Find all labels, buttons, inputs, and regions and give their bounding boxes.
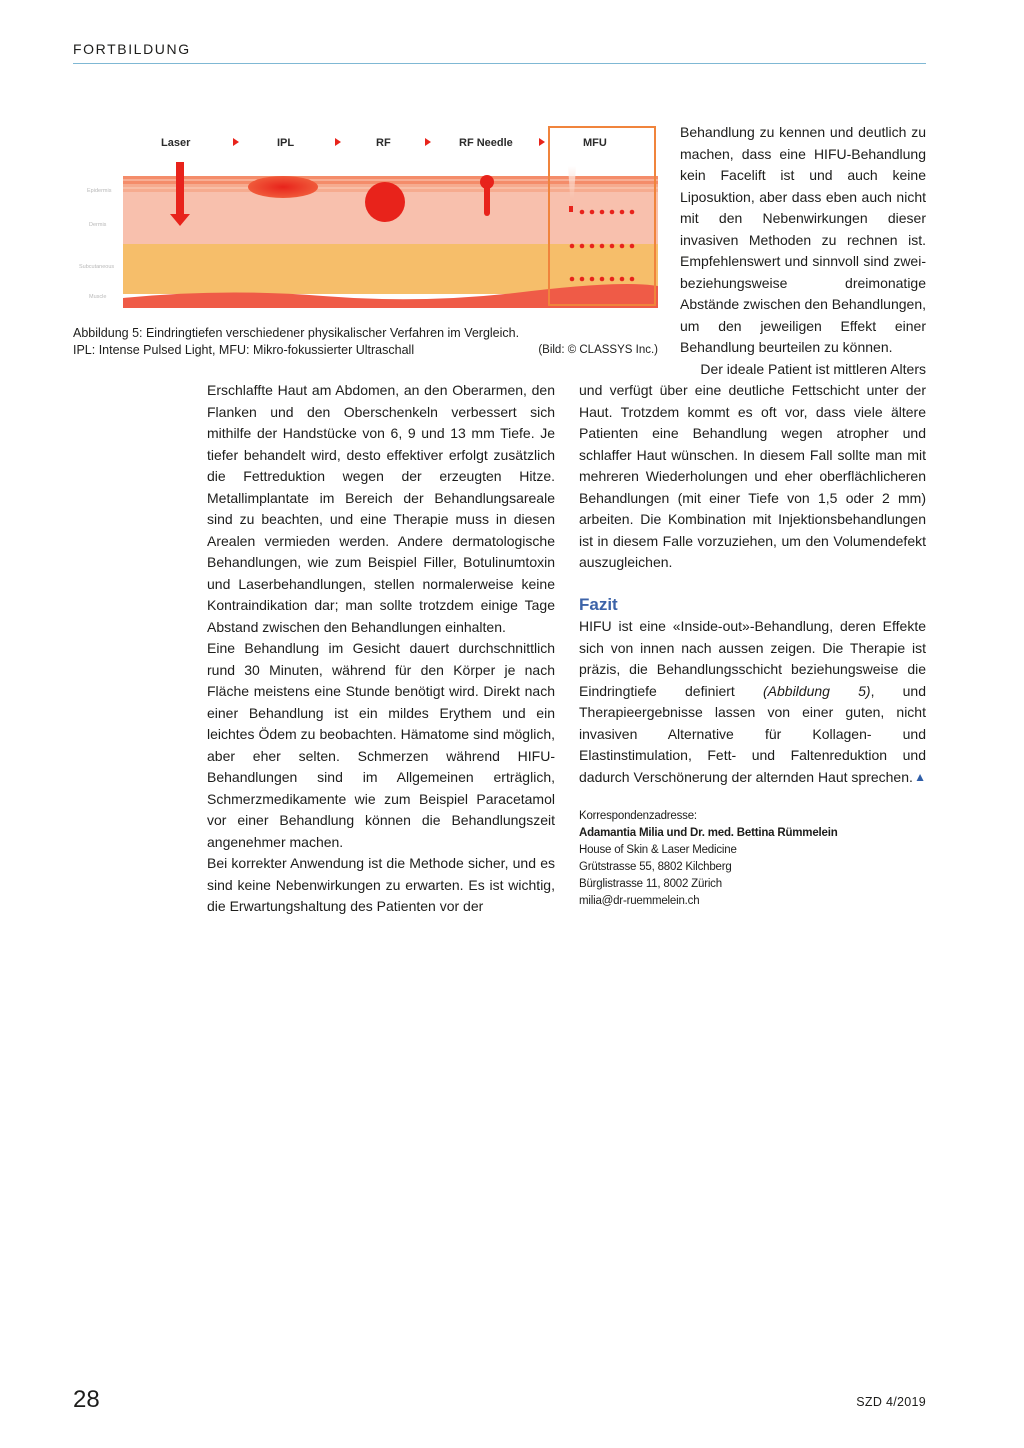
- column-right-top: [680, 122, 926, 380]
- address-line: House of Skin & Laser Medicine: [579, 844, 737, 856]
- address-line: Grütstrasse 55, 8802 Kilchberg: [579, 861, 732, 873]
- figure-caption: [73, 325, 663, 359]
- paragraph: und verfügt über eine deutliche Fettschicht unter der Haut. Trotzdem kommt es oft vor, dass viele ältere Patienten eine Behandlung wegen atropher und schlaffer Haut wünschen. In diesem Fall sollte man mit mehreren Wiederholungen und eher oberflächlicheren Behandlungen (mit einer Tiefe von 1,5 oder 2 mm) arbeiten. Die Kombination mit Injektionsbehandlungen ist in diesem Falle vorzuziehen, um den Volumendefekt auszugleichen.: [579, 382, 926, 570]
- svg-text:Epidermis: Epidermis: [87, 188, 112, 194]
- caption-line-2: IPL: Intense Pulsed Light, MFU: Mikro-fokussierter Ultraschall: [73, 343, 415, 357]
- svg-text:RF: RF: [376, 137, 391, 149]
- issue-label: SZD 4/2019: [856, 1395, 926, 1409]
- author-names: Adamantia Milia und Dr. med. Bettina Rümmelein: [579, 827, 838, 839]
- paragraph-start: Der ideale Patient ist mittleren Alters: [700, 360, 926, 377]
- penetration-depth-figure: [73, 126, 663, 308]
- column-left: [207, 380, 555, 918]
- conclusion-paragraph: [579, 616, 926, 788]
- skin-layers-illustration: [73, 126, 663, 308]
- email-address: milia@dr-ruemmelein.ch: [579, 895, 700, 907]
- svg-text:Muscle: Muscle: [89, 294, 107, 300]
- paragraph: Bei korrekter Anwendung ist die Methode sicher, und es sind keine Nebenwirkungen zu erwarten. Es ist wichtig, die Erwartungshaltung des Patienten vor der: [207, 855, 555, 914]
- svg-text:IPL: IPL: [277, 137, 295, 149]
- end-triangle-icon: ▲: [914, 769, 926, 784]
- section-heading: Fazit: [579, 595, 618, 614]
- conclusion-text: HIFU ist eine «Inside-out»-Behandlung, deren Effekte sich von innen nach aussen zeigen. Die Therapie ist präzis, die Behandlungsschicht beziehungsweise die Eindringtiefe definiert: [579, 618, 926, 699]
- svg-text:Dermis: Dermis: [89, 222, 107, 228]
- conclusion-section: [579, 594, 926, 788]
- paragraph: Eine Behandlung im Gesicht dauert durchschnittlich rund 30 Minuten, während für den Körper je nach Fläche meistens eine Stunde benötigt wird. Direkt nach einer Behandlung ist ein mildes Erythem und ein leichtes Ödem zu beobachten. Hämatome sind möglich, aber eher selten. Schmerzen während HIFU-Behandlungen sind im Allgemeinen erträglich, Schmerzmedikamente wie zum Beispiel Paracetamol vor einer Behandlung können die Behandlungszeit angenehmer machen.: [207, 640, 555, 850]
- svg-text:Subcutaneous: Subcutaneous: [79, 264, 115, 270]
- header-divider: [73, 63, 926, 64]
- image-credit: (Bild: © CLASSYS Inc.): [538, 344, 658, 356]
- address-line: Bürglistrasse 11, 8002 Zürich: [579, 878, 722, 890]
- address-label: Korrespondenzadresse:: [579, 810, 697, 822]
- caption-line-1: Abbildung 5: Eindringtiefen verschiedener physikalischer Verfahren im Vergleich.: [73, 326, 520, 340]
- section-label: FORTBILDUNG: [73, 41, 191, 57]
- svg-text:MFU: MFU: [583, 137, 607, 149]
- page-number: 28: [73, 1386, 100, 1413]
- paragraph: Behandlung zu kennen und deutlich zu machen, dass eine HIFU-Behandlung kein Facelift ist und auch keine Liposuktion, aber dass eben auch nicht mit den Nebenwirkungen dieser invasiven Methoden zu rechnen ist. Empfehlenswert und sinnvoll sind zwei- beziehungsweise dreimonatige Abstände zwischen den Behandlungen, um den jeweiligen Effekt einer Behandlung beurteilen zu können.: [680, 124, 926, 355]
- figure-reference: (Abbildung 5): [763, 682, 871, 699]
- paragraph: Erschlaffte Haut am Abdomen, an den Oberarmen, den Flanken und den Oberschenkeln verbessert sich mithilfe der Handstücke von 6, 9 und 13 mm Tiefe. Je tiefer behandelt wird, desto effektiver erfolgt zusätzlich die Fettreduktion wegen der erzeugten Hitze. Metallimplantate im Bereich der Behandlungsareale sind zu beachten, und eine Therapie muss in diesen Arealen vermieden werden. Andere dermatologische Behandlungen, wie zum Beispiel Filler, Botulinumtoxin und Laserbehandlungen, stellen normalerweise keine Kontraindikation dar; man sollte trotzdem einige Tage Abstand zwischen den Behandlungen einhalten.: [207, 382, 555, 635]
- svg-text:RF Needle: RF Needle: [459, 137, 513, 149]
- conclusion-text-end: , und Therapieergebnisse lassen von einer guten, nicht invasiven Alternative für Kollagen- und Elastinstimulation, Fett- und Faltenreduktion und dadurch Verschönerung der alternden Haut sprechen.: [579, 682, 927, 785]
- column-right-bottom: [579, 380, 926, 574]
- svg-text:Laser: Laser: [161, 137, 191, 149]
- correspondence-address: [579, 808, 926, 910]
